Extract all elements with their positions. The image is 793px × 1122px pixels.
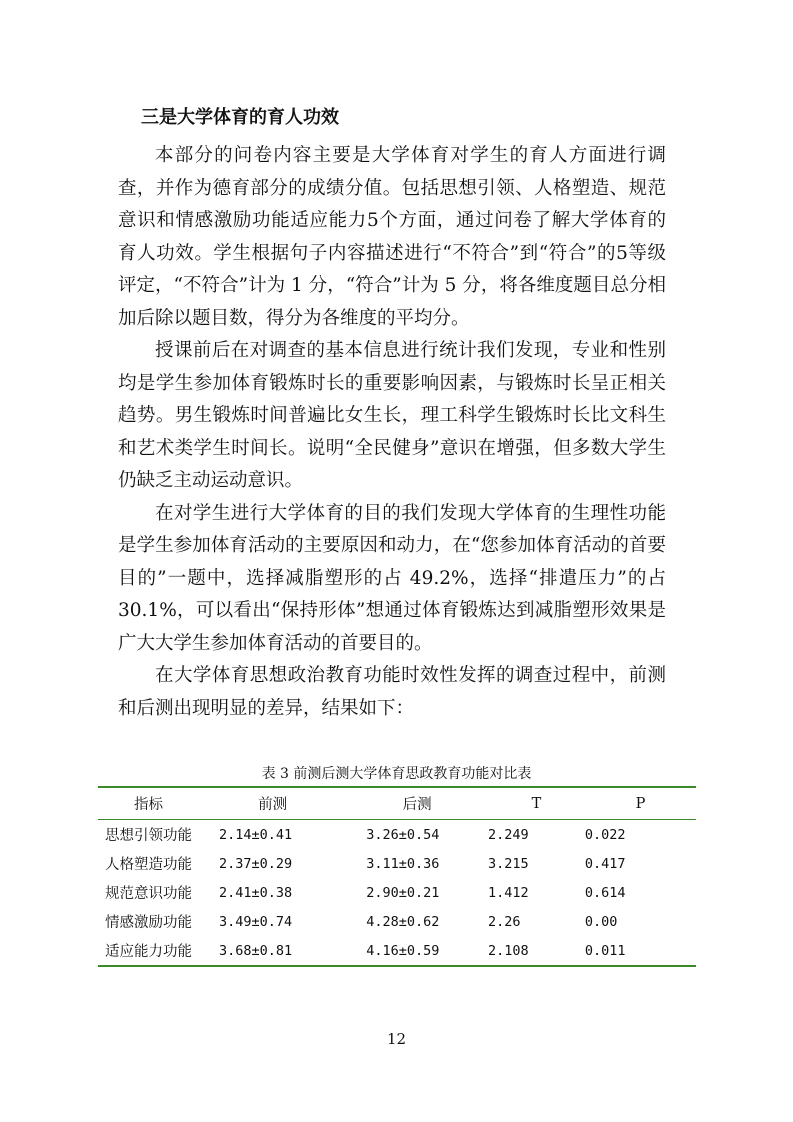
cell-posttest: 2.90±0.21 (366, 884, 440, 901)
cell-pretest: 2.37±0.29 (219, 855, 293, 872)
paragraph-1: 本部分的问卷内容主要是大学体育对学生的育人方面进行调查，并作为德育部分的成绩分值。包括思想引领、人格塑造、规范意识和情感激励功能适应能力5个方面，通过问卷了解大学体育的育人功效。学生根据句子内容描述进行“不符合”到“符合”的5等级评定，“不符合”计为 1 分，“符合”计为 5 分，将各维度题目总分相加后除以题目数，得分为各维度的平均分。 (118, 145, 666, 329)
cell-t: 2.108 (488, 936, 585, 966)
cell-pretest: 2.14±0.41 (219, 826, 293, 843)
cell-pretest: 2.41±0.38 (219, 884, 293, 901)
cell-indicator: 适应能力功能 (98, 936, 199, 966)
cell-p: 0.614 (584, 884, 626, 901)
cell-pretest: 3.49±0.74 (219, 913, 293, 930)
paragraph-4: 在大学体育思想政治教育功能时效性发挥的调查过程中，前测和后测出现明显的差异，结果如下： (118, 665, 666, 719)
header-p: P (585, 787, 696, 820)
cell-t: 1.412 (488, 884, 529, 901)
table-row (98, 936, 696, 966)
body-text (118, 140, 666, 725)
cell-t: 3.215 (488, 855, 529, 872)
cell-p: 0.417 (584, 855, 626, 872)
cell-posttest: 4.28±0.62 (366, 913, 440, 930)
header-pretest: 前测 (199, 787, 346, 820)
header-indicator: 指标 (98, 787, 199, 820)
cell-indicator: 思想引领功能 (105, 828, 193, 844)
table-row (98, 820, 696, 850)
cell-t: 2.26 (488, 913, 521, 930)
header-posttest: 后测 (346, 787, 488, 820)
cell-posttest: 4.16±0.59 (346, 936, 488, 966)
paragraph-2: 授课前后在对调查的基本信息进行统计我们发现，专业和性别均是学生参加体育锻炼时长的重要影响因素，与锻炼时长呈正相关趋势。男生锻炼时间普遍比女生长，理工科学生锻炼时长比文科生和艺术类学生时间长。说明“全民健身”意识在增强，但多数大学生仍缺乏主动运动意识。 (118, 340, 666, 491)
section-heading: 三是大学体育的育人功效 (141, 107, 339, 128)
cell-indicator: 规范意识功能 (105, 886, 193, 902)
cell-posttest: 3.11±0.36 (366, 855, 440, 872)
cell-p: 0.022 (584, 826, 626, 843)
cell-t: 2.249 (488, 826, 529, 843)
header-t: T (488, 787, 585, 820)
cell-p: 0.00 (584, 913, 618, 930)
paragraph-3: 在对学生进行大学体育的目的我们发现大学体育的生理性功能是学生参加体育活动的主要原因和动力，在“您参加体育活动的首要目的”一题中，选择减脂塑形的占 49.2%，选择“排遣压力”的占 30.1%，可以看出“保持形体”想通过体育锻炼达到减脂塑形效果是广大大学生参加体育活动的首要目的。 (118, 502, 666, 654)
cell-indicator: 情感激励功能 (105, 915, 193, 931)
table-row (98, 849, 696, 878)
comparison-table (98, 786, 696, 967)
table-row (98, 878, 696, 907)
cell-indicator: 人格塑造功能 (105, 857, 193, 873)
cell-p: 0.011 (585, 936, 696, 966)
cell-posttest: 3.26±0.54 (366, 826, 440, 843)
table-header-row (98, 787, 696, 820)
page-number: 12 (386, 1030, 407, 1048)
table-caption: 表 3 前测后测大学体育思政教育功能对比表 (261, 766, 532, 782)
table-row (98, 907, 696, 936)
cell-pretest: 3.68±0.81 (199, 936, 346, 966)
